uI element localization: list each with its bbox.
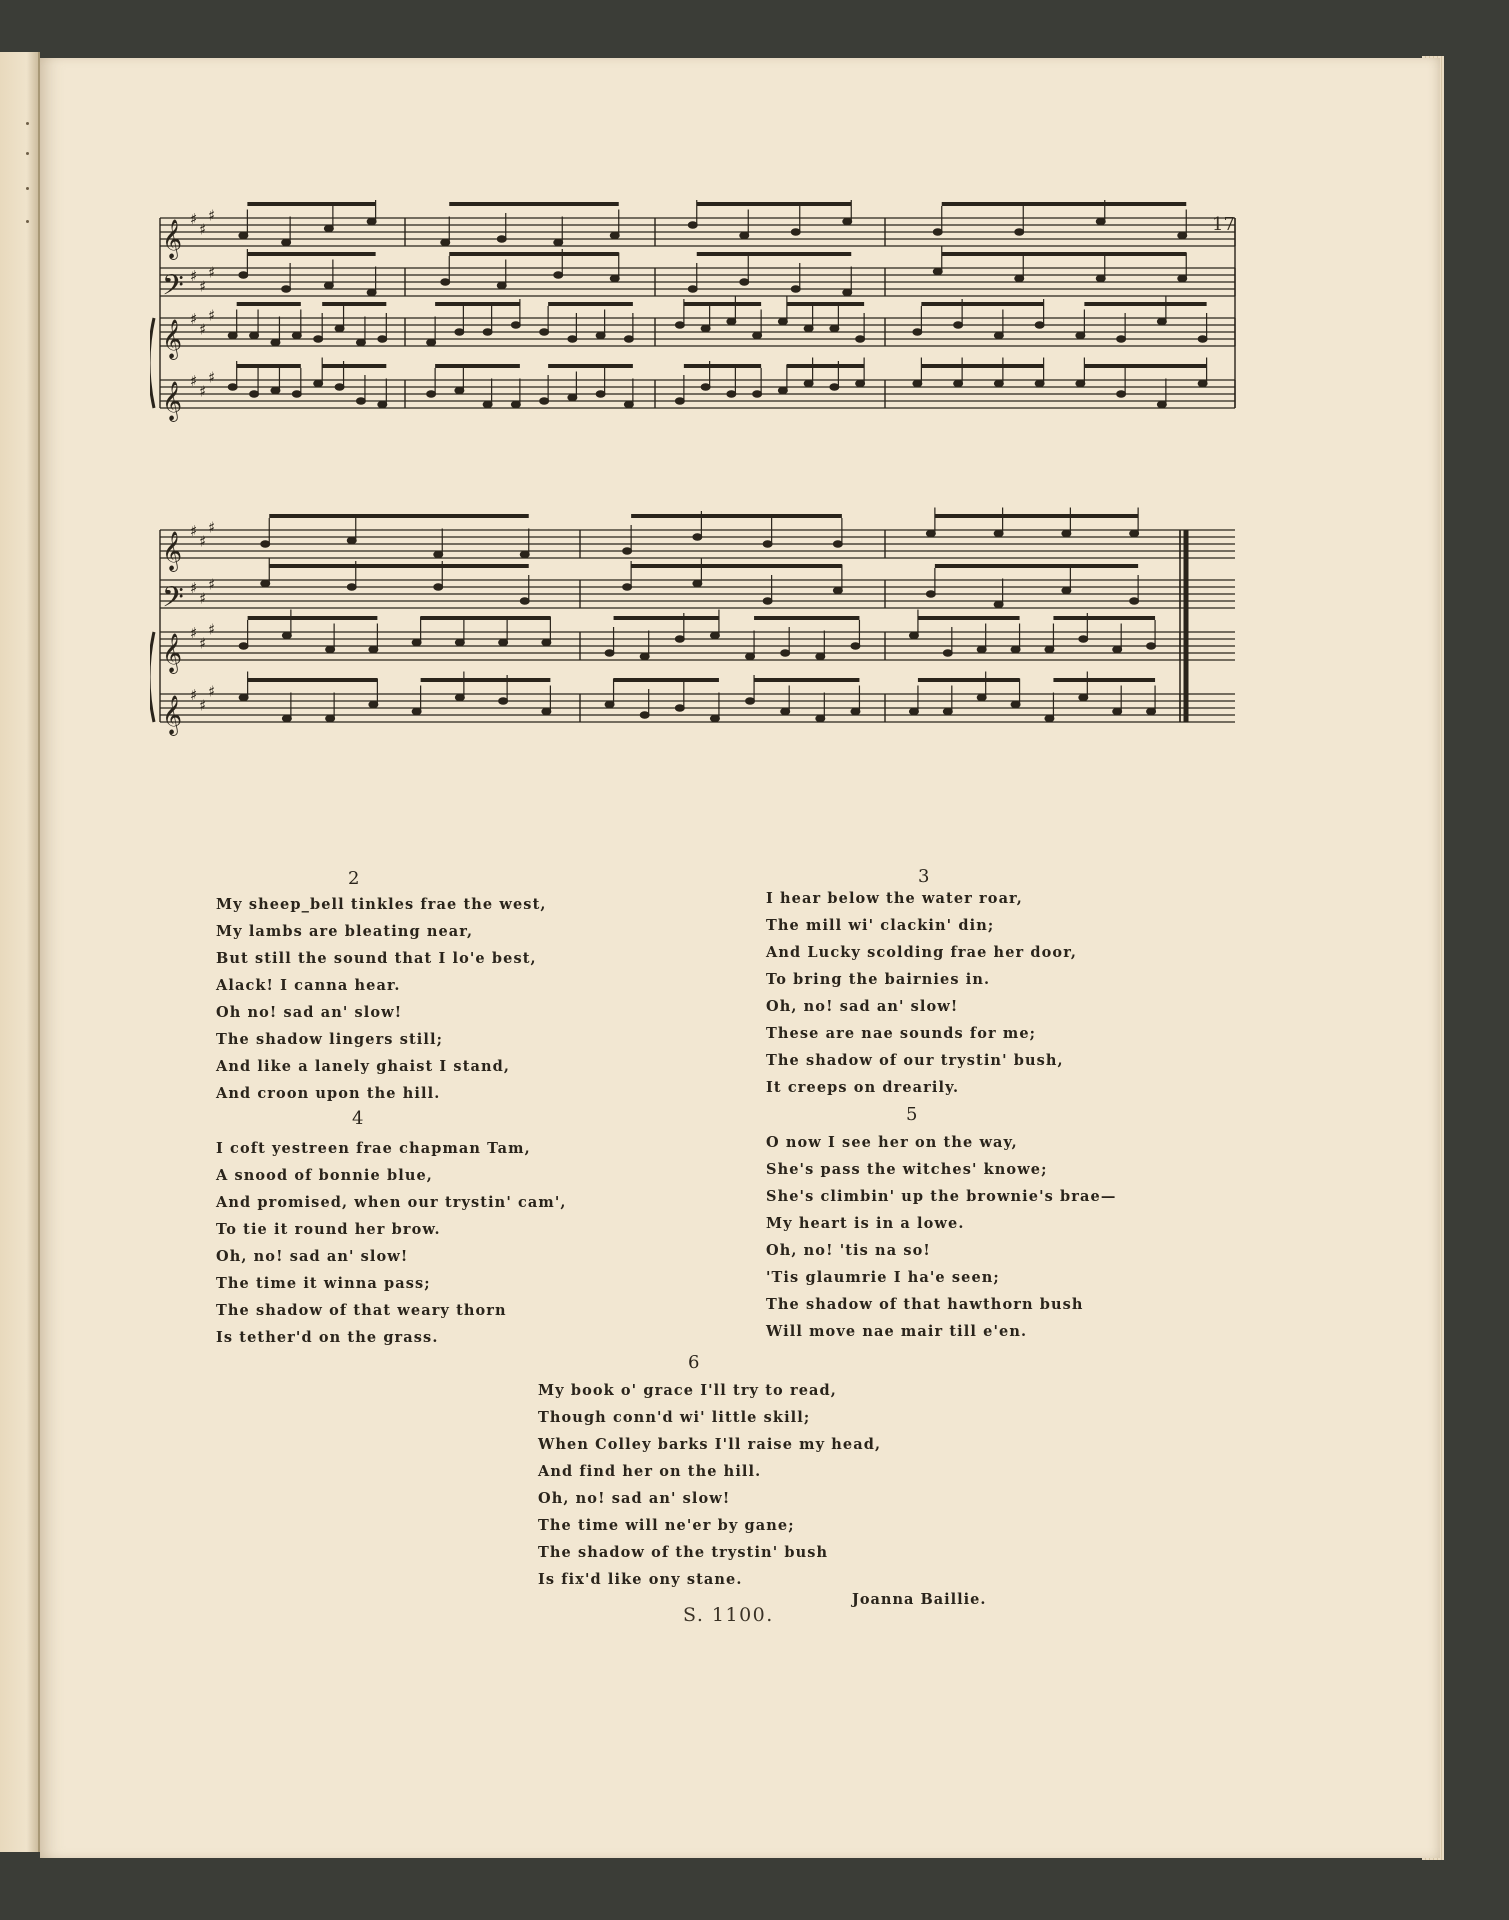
note-beam xyxy=(421,616,551,620)
note-head xyxy=(843,218,852,225)
sharp-icon: ♯ xyxy=(190,686,198,704)
note-head xyxy=(1045,646,1054,653)
note-head xyxy=(804,380,813,387)
sharp-icon: ♯ xyxy=(199,634,207,653)
sharp-icon: ♯ xyxy=(190,267,198,285)
sharp-icon: ♯ xyxy=(199,382,207,401)
note-beam xyxy=(918,678,1020,682)
treble-clef-icon: 𝄞 xyxy=(162,695,183,735)
note-head xyxy=(378,336,387,343)
note-head xyxy=(347,537,356,544)
verse-line: The shadow of the trystin' bush xyxy=(538,1544,829,1561)
note-head xyxy=(623,548,632,555)
note-head xyxy=(1035,380,1044,387)
note-beam xyxy=(435,364,520,368)
note-beam xyxy=(248,678,378,682)
note-head xyxy=(335,325,344,332)
note-head xyxy=(781,650,790,657)
note-head xyxy=(675,705,684,712)
note-head xyxy=(740,232,749,239)
note-head xyxy=(261,580,270,587)
note-head xyxy=(977,694,986,701)
note-head xyxy=(282,715,291,722)
verse-line: She's climbin' up the brownie's brae— xyxy=(766,1188,1117,1205)
note-head xyxy=(727,391,736,398)
sharp-icon: ♯ xyxy=(190,210,198,228)
sharp-icon: ♯ xyxy=(199,320,207,339)
sharp-icon: ♯ xyxy=(190,372,198,390)
verse-line: And like a lanely ghaist I stand, xyxy=(216,1058,511,1075)
note-head xyxy=(753,391,762,398)
note-beam xyxy=(787,302,864,306)
note-beam xyxy=(754,616,859,620)
note-beam xyxy=(449,252,619,256)
sharp-icon: ♯ xyxy=(190,522,198,540)
note-head xyxy=(282,239,291,246)
note-head xyxy=(292,332,301,339)
treble-clef-icon: 𝄞 xyxy=(162,219,183,259)
note-head xyxy=(1076,332,1085,339)
note-head xyxy=(688,286,697,293)
verse-line: Though conn'd wi' little skill; xyxy=(538,1409,811,1426)
verse-line: Oh, no! sad an' slow! xyxy=(766,998,959,1015)
note-beam xyxy=(935,564,1138,568)
note-beam xyxy=(247,202,375,206)
note-beam xyxy=(787,364,864,368)
note-head xyxy=(933,229,942,236)
note-head xyxy=(833,541,842,548)
bass-clef-icon: 𝄢 xyxy=(162,581,184,621)
page-number: 17 xyxy=(1212,214,1235,235)
note-head xyxy=(250,391,259,398)
note-head xyxy=(843,289,852,296)
plate-number: S. 1100. xyxy=(683,1604,774,1626)
note-head xyxy=(688,222,697,229)
note-head xyxy=(1157,318,1166,325)
verse-line: To bring the bairnies in. xyxy=(766,971,991,988)
note-beam xyxy=(1053,616,1155,620)
verse-line: And croon upon the hill. xyxy=(216,1085,441,1102)
note-head xyxy=(1130,530,1139,537)
note-head xyxy=(271,387,280,394)
note-head xyxy=(605,701,614,708)
note-head xyxy=(693,580,702,587)
note-head xyxy=(540,329,549,336)
note-head xyxy=(778,318,787,325)
note-head xyxy=(314,336,323,343)
note-head xyxy=(954,380,963,387)
note-head xyxy=(851,643,860,650)
note-head xyxy=(1015,275,1024,282)
note-head xyxy=(763,598,772,605)
verse-line: My book o' grace I'll try to read, xyxy=(538,1382,837,1399)
verse-line: O now I see her on the way, xyxy=(766,1134,1018,1151)
note-head xyxy=(701,325,710,332)
note-head xyxy=(623,584,632,591)
note-head xyxy=(640,653,649,660)
verse-line: Oh no! sad an' slow! xyxy=(216,1004,403,1021)
note-head xyxy=(292,391,301,398)
note-head xyxy=(1011,646,1020,653)
note-head xyxy=(1130,598,1139,605)
note-head xyxy=(511,401,520,408)
note-head xyxy=(596,391,605,398)
note-head xyxy=(740,279,749,286)
note-head xyxy=(434,551,443,558)
note-beam xyxy=(548,302,633,306)
note-head xyxy=(326,646,335,653)
note-head xyxy=(1113,708,1122,715)
verse-number: 6 xyxy=(688,1352,700,1373)
verse-line: The shadow of that weary thorn xyxy=(216,1302,507,1319)
note-beam xyxy=(248,616,378,620)
note-head xyxy=(596,332,605,339)
note-beam xyxy=(1053,678,1155,682)
note-head xyxy=(778,387,787,394)
note-head xyxy=(324,225,333,232)
note-head xyxy=(1113,646,1122,653)
note-head xyxy=(926,530,935,537)
verse-line: I hear below the water roar, xyxy=(766,890,1023,907)
note-head xyxy=(791,229,800,236)
note-head xyxy=(994,601,1003,608)
note-beam xyxy=(754,678,859,682)
sharp-icon: ♯ xyxy=(208,368,216,387)
verse-line: These are nae sounds for me; xyxy=(766,1025,1037,1042)
note-head xyxy=(499,639,508,646)
note-head xyxy=(540,398,549,405)
note-head xyxy=(675,398,684,405)
note-head xyxy=(239,232,248,239)
sharp-icon: ♯ xyxy=(199,532,207,551)
note-head xyxy=(994,380,1003,387)
note-head xyxy=(326,715,335,722)
note-head xyxy=(954,322,963,329)
note-head xyxy=(1045,715,1054,722)
note-head xyxy=(250,332,259,339)
verse-line: Oh, no! sad an' slow! xyxy=(216,1248,409,1265)
treble-clef-icon: 𝄞 xyxy=(162,381,183,421)
sharp-icon: ♯ xyxy=(199,589,207,608)
note-head xyxy=(943,708,952,715)
note-head xyxy=(483,329,492,336)
note-beam xyxy=(1084,302,1206,306)
note-beam xyxy=(921,364,1043,368)
note-head xyxy=(1015,229,1024,236)
note-head xyxy=(1157,401,1166,408)
note-head xyxy=(701,384,710,391)
note-head xyxy=(994,332,1003,339)
note-head xyxy=(1035,322,1044,329)
music-score xyxy=(150,200,1250,850)
verse-line: I coft yestreen frae chapman Tam, xyxy=(216,1140,531,1157)
note-beam xyxy=(237,364,301,368)
note-head xyxy=(367,289,376,296)
note-head xyxy=(605,650,614,657)
note-head xyxy=(369,701,378,708)
author-credit: Joanna Baillie. xyxy=(852,1591,987,1608)
brace-icon xyxy=(150,318,154,408)
note-beam xyxy=(697,252,852,256)
verse-line: And find her on the hill. xyxy=(538,1463,762,1480)
verse-line: The mill wi' clackin' din; xyxy=(766,917,995,934)
note-head xyxy=(693,534,702,541)
facing-page-edge xyxy=(0,52,40,1852)
note-head xyxy=(710,632,719,639)
verse-number: 4 xyxy=(352,1108,364,1129)
note-head xyxy=(455,639,464,646)
note-head xyxy=(412,708,421,715)
bass-clef-icon: 𝄢 xyxy=(162,269,184,309)
sharp-icon: ♯ xyxy=(190,579,198,597)
verse-line: Oh, no! 'tis na so! xyxy=(766,1242,931,1259)
note-head xyxy=(520,598,529,605)
note-head xyxy=(1079,694,1088,701)
note-beam xyxy=(322,302,386,306)
note-head xyxy=(347,584,356,591)
verse-line: 'Tis glaumrie I ha'e seen; xyxy=(766,1269,1000,1286)
note-beam xyxy=(247,252,375,256)
verse-line: And Lucky scolding frae her door, xyxy=(766,944,1078,961)
verse-line: Will move nae mair till e'en. xyxy=(766,1323,1028,1340)
note-head xyxy=(497,282,506,289)
note-head xyxy=(356,339,365,346)
note-beam xyxy=(631,564,842,568)
note-beam xyxy=(935,514,1138,518)
note-beam xyxy=(449,202,619,206)
verse-line: And promised, when our trystin' cam', xyxy=(216,1194,567,1211)
note-head xyxy=(335,384,344,391)
verse-line: Alack! I canna hear. xyxy=(216,977,401,994)
verse-line: Is tether'd on the grass. xyxy=(216,1329,439,1346)
note-head xyxy=(830,325,839,332)
note-head xyxy=(1117,336,1126,343)
note-head xyxy=(909,632,918,639)
note-head xyxy=(356,398,365,405)
note-head xyxy=(239,694,248,701)
sharp-icon: ♯ xyxy=(199,277,207,296)
verse-line: But still the sound that I lo'e best, xyxy=(216,950,537,967)
note-head xyxy=(1198,336,1207,343)
sharp-icon: ♯ xyxy=(199,696,207,715)
note-head xyxy=(228,332,237,339)
verse-line: The shadow of our trystin' bush, xyxy=(766,1052,1064,1069)
note-head xyxy=(933,268,942,275)
note-head xyxy=(261,541,270,548)
note-head xyxy=(520,551,529,558)
sharp-icon: ♯ xyxy=(208,518,216,537)
note-beam xyxy=(435,302,520,306)
note-head xyxy=(913,329,922,336)
note-head xyxy=(830,384,839,391)
sharp-icon: ♯ xyxy=(208,682,216,701)
verse-line: To tie it round her brow. xyxy=(216,1221,441,1238)
note-head xyxy=(1178,232,1187,239)
note-head xyxy=(816,653,825,660)
note-beam xyxy=(684,364,761,368)
note-head xyxy=(675,636,684,643)
note-beam xyxy=(269,514,529,518)
note-head xyxy=(909,708,918,715)
note-head xyxy=(610,232,619,239)
note-head xyxy=(816,715,825,722)
note-beam xyxy=(684,302,761,306)
note-head xyxy=(497,236,506,243)
note-beam xyxy=(322,364,386,368)
verse-line: My lambs are bleating near, xyxy=(216,923,474,940)
note-head xyxy=(412,639,421,646)
brace-icon xyxy=(150,632,154,722)
verse-line: My sheep_bell tinkles frae the west, xyxy=(216,896,547,913)
note-head xyxy=(746,653,755,660)
note-head xyxy=(455,329,464,336)
verse-line: The time it winna pass; xyxy=(216,1275,431,1292)
note-beam xyxy=(942,202,1187,206)
note-head xyxy=(710,715,719,722)
note-head xyxy=(851,708,860,715)
sharp-icon: ♯ xyxy=(199,220,207,239)
note-head xyxy=(791,286,800,293)
note-head xyxy=(542,708,551,715)
note-head xyxy=(833,587,842,594)
note-beam xyxy=(921,302,1043,306)
verse-number: 3 xyxy=(918,866,930,887)
treble-clef-icon: 𝄞 xyxy=(162,633,183,673)
note-beam xyxy=(918,616,1020,620)
note-head xyxy=(624,401,633,408)
note-head xyxy=(1198,380,1207,387)
note-beam xyxy=(1084,364,1206,368)
note-head xyxy=(324,282,333,289)
sharp-icon: ♯ xyxy=(190,624,198,642)
note-head xyxy=(746,698,755,705)
note-head xyxy=(499,698,508,705)
note-head xyxy=(856,336,865,343)
note-head xyxy=(624,336,633,343)
note-head xyxy=(1011,701,1020,708)
note-head xyxy=(568,336,577,343)
note-beam xyxy=(697,202,852,206)
note-head xyxy=(314,380,323,387)
note-head xyxy=(427,391,436,398)
note-head xyxy=(610,275,619,282)
sharp-icon: ♯ xyxy=(208,206,216,225)
note-head xyxy=(441,239,450,246)
verse-line: She's pass the witches' knowe; xyxy=(766,1161,1048,1178)
note-beam xyxy=(614,678,719,682)
treble-clef-icon: 𝄞 xyxy=(162,531,183,571)
sharp-icon: ♯ xyxy=(208,575,216,594)
verse-line: My heart is in a lowe. xyxy=(766,1215,965,1232)
note-head xyxy=(675,322,684,329)
note-head xyxy=(913,380,922,387)
verse-line: A snood of bonnie blue, xyxy=(216,1167,433,1184)
note-head xyxy=(753,332,762,339)
sharp-icon: ♯ xyxy=(208,263,216,282)
note-head xyxy=(1147,643,1156,650)
verse-line: It creeps on drearily. xyxy=(766,1079,960,1096)
note-head xyxy=(554,239,563,246)
note-head xyxy=(640,712,649,719)
note-head xyxy=(781,708,790,715)
note-head xyxy=(239,643,248,650)
note-head xyxy=(856,380,865,387)
verse-line: The shadow of that hawthorn bush xyxy=(766,1296,1084,1313)
note-head xyxy=(441,279,450,286)
note-head xyxy=(1062,530,1071,537)
note-head xyxy=(282,286,291,293)
note-beam xyxy=(548,364,633,368)
note-head xyxy=(455,387,464,394)
note-head xyxy=(727,318,736,325)
note-head xyxy=(1117,391,1126,398)
note-beam xyxy=(421,678,551,682)
note-head xyxy=(1178,275,1187,282)
note-head xyxy=(228,384,237,391)
verse-line: When Colley barks I'll raise my head, xyxy=(538,1436,882,1453)
note-head xyxy=(568,394,577,401)
note-beam xyxy=(237,302,301,306)
note-head xyxy=(554,272,563,279)
treble-clef-icon: 𝄞 xyxy=(162,319,183,359)
note-beam xyxy=(631,514,842,518)
sharp-icon: ♯ xyxy=(208,306,216,325)
verse-line: The shadow lingers still; xyxy=(216,1031,444,1048)
note-head xyxy=(1147,708,1156,715)
note-head xyxy=(1096,275,1105,282)
note-head xyxy=(1076,380,1085,387)
note-head xyxy=(455,694,464,701)
note-head xyxy=(926,591,935,598)
note-beam xyxy=(269,564,529,568)
note-head xyxy=(282,632,291,639)
sharp-icon: ♯ xyxy=(208,620,216,639)
verse-line: Oh, no! sad an' slow! xyxy=(538,1490,731,1507)
note-head xyxy=(378,401,387,408)
note-head xyxy=(542,639,551,646)
sharp-icon: ♯ xyxy=(190,310,198,328)
note-head xyxy=(763,541,772,548)
note-head xyxy=(511,322,520,329)
verse-number: 2 xyxy=(348,868,360,889)
note-head xyxy=(1062,587,1071,594)
note-head xyxy=(804,325,813,332)
note-head xyxy=(369,646,378,653)
note-beam xyxy=(942,252,1187,256)
note-head xyxy=(271,339,280,346)
note-head xyxy=(239,272,248,279)
note-head xyxy=(427,339,436,346)
note-head xyxy=(434,584,443,591)
verse-line: Is fix'd like ony stane. xyxy=(538,1571,743,1588)
note-head xyxy=(994,530,1003,537)
note-head xyxy=(1096,218,1105,225)
note-head xyxy=(483,401,492,408)
note-head xyxy=(977,646,986,653)
note-head xyxy=(1079,636,1088,643)
verse-number: 5 xyxy=(906,1104,918,1125)
verse-line: The time will ne'er by gane; xyxy=(538,1517,795,1534)
note-head xyxy=(943,650,952,657)
note-beam xyxy=(614,616,719,620)
note-head xyxy=(367,218,376,225)
